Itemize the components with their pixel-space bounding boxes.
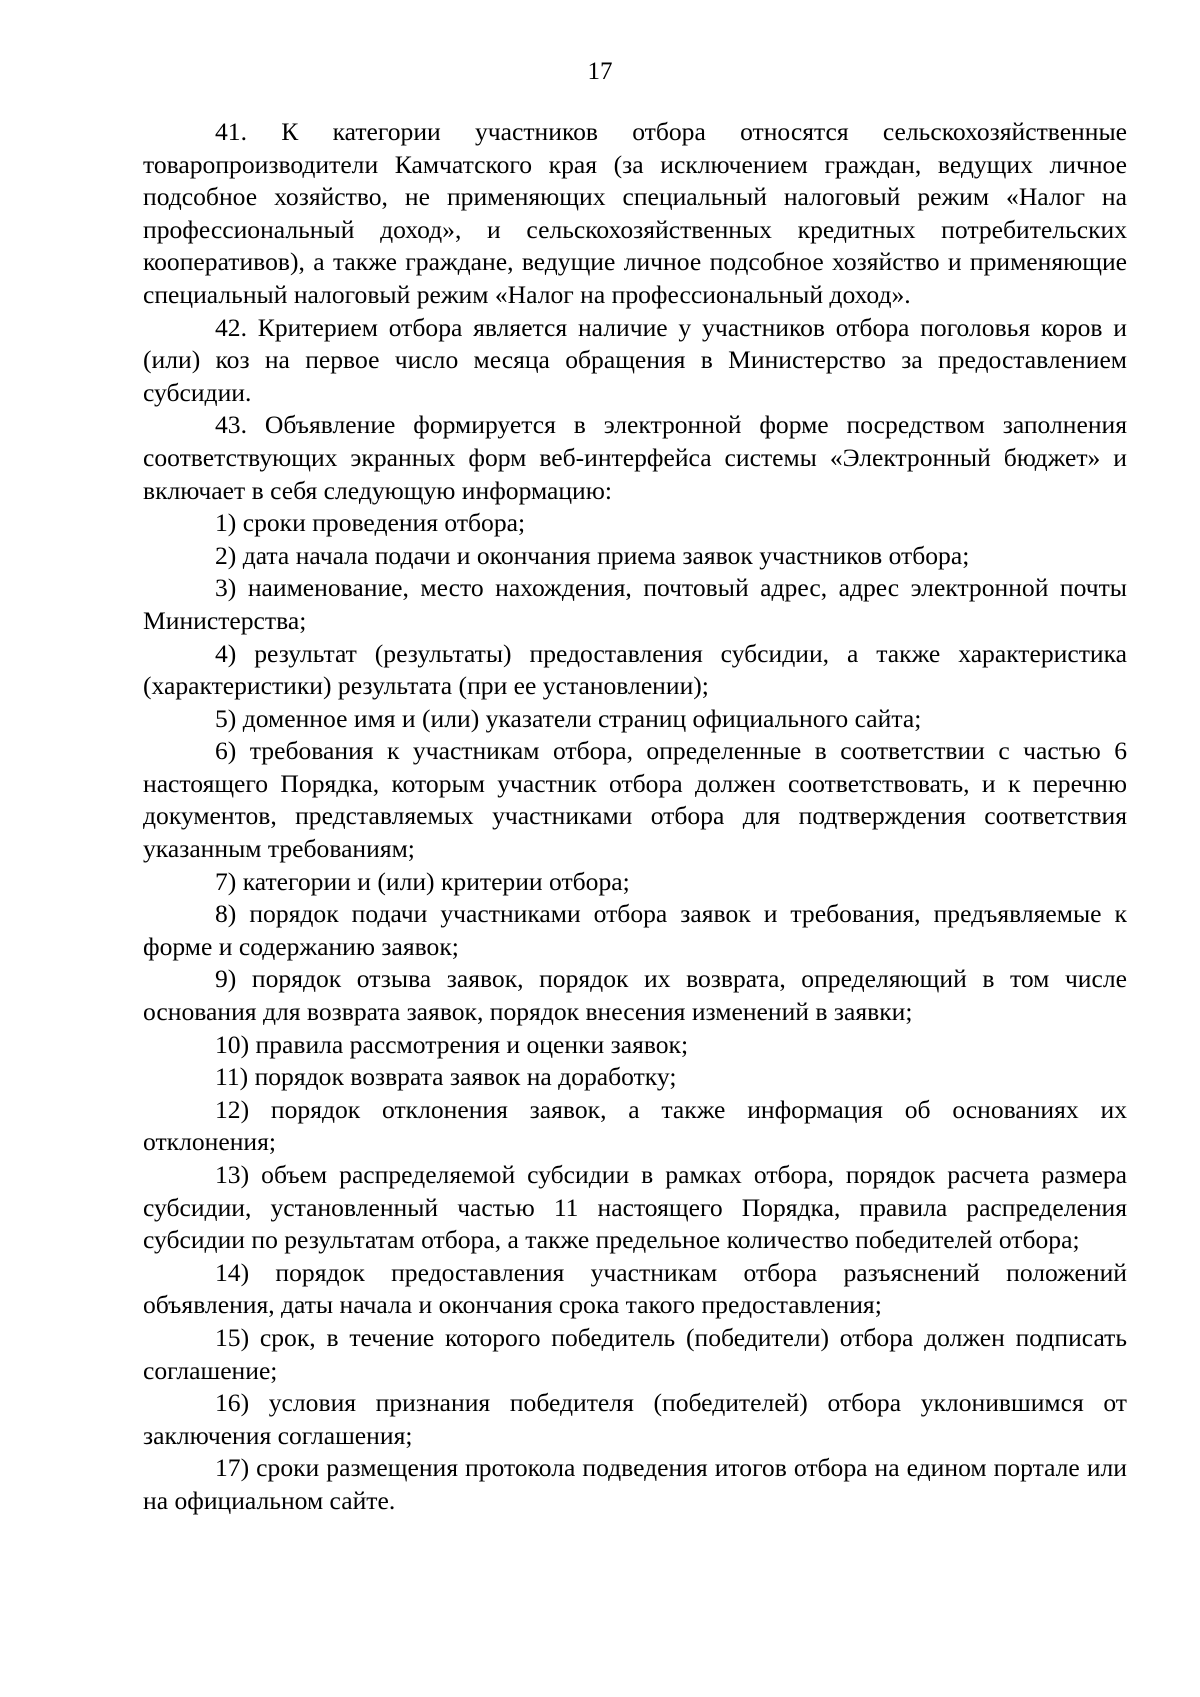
list-item-7: 7) категории и (или) критерии отбора; — [215, 866, 630, 896]
document-body — [143, 116, 1127, 1518]
list-item-17: 17) сроки размещения протокола подведения итогов отбора на едином портале или на официальном сайте. — [143, 1453, 1127, 1515]
list-item-9: 9) порядок отзыва заявок, порядок их возврата, определяющий в том числе основания для возврата заявок, порядок внесения изменений в заявки; — [143, 964, 1127, 1027]
paragraph-43: 43. Объявление формируется в электронной форме посредством заполнения соответствующих экранных форм веб-интерфейса системы «Электронный бюджет» и включает в себя следующую информацию: — [143, 410, 1127, 505]
list-item-8: 8) порядок подачи участниками отбора заявок и требования, предъявляемые к форме и содержанию заявок; — [143, 899, 1127, 961]
list-item-1: 1) сроки проведения отбора; — [215, 508, 526, 538]
list-item-15: 15) срок, в течение которого победитель (победители) отбора должен подписать соглашение; — [143, 1322, 1127, 1385]
paragraph-41: 41. К категории участников отбора относятся сельскохозяйственные товаропроизводители Камчатского края (за исключением граждан, ведущих личное подсобное хозяйство, не применяющих специальный налоговый режим «Налог на профессиональный доход», и сельскохозяйственных кредитных потребительских кооперативов), а также граждане, ведущие личное подсобное хозяйство и применяющие специальный налоговый режим «Налог на профессиональный доход». — [143, 117, 1127, 309]
list-item-3: 3) наименование, место нахождения, почтовый адрес, адрес электронной почты Министерства; — [143, 573, 1127, 635]
list-item-11: 11) порядок возврата заявок на доработку; — [215, 1062, 677, 1092]
page-number: 17 — [587, 58, 613, 85]
list-item-16: 16) условия признания победителя (победителей) отбора уклонившимся от заключения соглашения; — [143, 1388, 1127, 1450]
paragraph-42: 42. Критерием отбора является наличие у участников отбора поголовья коров и (или) коз на первое число месяца обращения в Министерство за предоставлением субсидии. — [143, 312, 1127, 407]
list-item-14: 14) порядок предоставления участникам отбора разъяснений положений объявления, даты начала и окончания срока такого предоставления; — [143, 1257, 1127, 1320]
list-item-13: 13) объем распределяемой субсидии в рамках отбора, порядок расчета размера субсидии, установленный частью 11 настоящего Порядка, правила распределения субсидии по результатам отбора, а также предельное количество победителей отбора; — [143, 1160, 1127, 1255]
list-item-12: 12) порядок отклонения заявок, а также информация об основаниях их отклонения; — [143, 1094, 1127, 1157]
list-item-5: 5) доменное имя и (или) указатели страниц официального сайта; — [215, 703, 922, 733]
list-item-10: 10) правила рассмотрения и оценки заявок; — [215, 1029, 689, 1059]
list-item-4: 4) результат (результаты) предоставления субсидии, а также характеристика (характеристики) результата (при ее установлении); — [143, 638, 1127, 701]
list-item-2: 2) дата начала подачи и окончания приема заявок участников отбора; — [215, 540, 970, 570]
list-item-6: 6) требования к участникам отбора, определенные в соответствии с частью 6 настоящего Порядка, которым участник отбора должен соответствовать, и к перечню документов, представляемых участниками отбора для подтверждения соответствия указанным требованиям; — [143, 736, 1127, 864]
